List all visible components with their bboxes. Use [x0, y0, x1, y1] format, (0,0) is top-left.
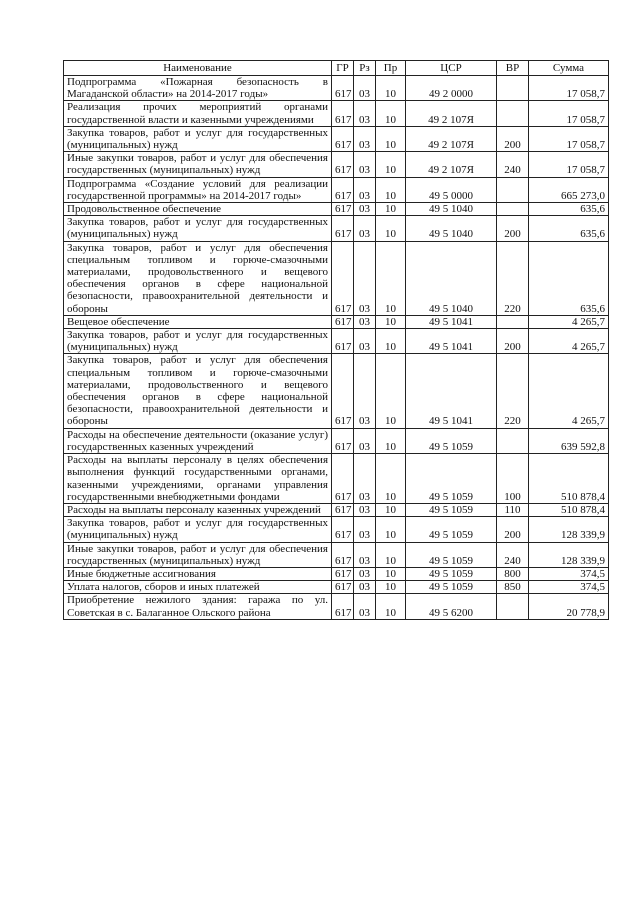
- cell-rz: 03: [354, 203, 376, 216]
- cell-name: Подпрограмма «Создание условий для реализации государственной программы» на 2014-2017 годы»: [64, 177, 332, 202]
- cell-gr: 617: [332, 152, 354, 177]
- cell-gr: 617: [332, 101, 354, 126]
- cell-sum: 20 778,9: [529, 594, 609, 619]
- cell-pr: 10: [376, 216, 406, 241]
- cell-sum: 374,5: [529, 567, 609, 580]
- column-header-rz: Рз: [354, 61, 376, 76]
- cell-sum: 374,5: [529, 581, 609, 594]
- cell-pr: 10: [376, 454, 406, 504]
- cell-name: Закупка товаров, работ и услуг для обеспечения специальным топливом и горюче-смазочными материалами, продовольственного и вещевого обеспечения органов в сфере национальной безопасности, правоохранительной деятельности и обороны: [64, 354, 332, 428]
- table-row: [64, 101, 609, 126]
- cell-csr: 49 5 1040: [406, 203, 497, 216]
- cell-pr: 10: [376, 329, 406, 354]
- cell-sum: 128 339,9: [529, 542, 609, 567]
- cell-pr: 10: [376, 354, 406, 428]
- table-row: [64, 542, 609, 567]
- cell-gr: 617: [332, 567, 354, 580]
- cell-gr: 617: [332, 503, 354, 516]
- table-row: [64, 567, 609, 580]
- cell-gr: 617: [332, 177, 354, 202]
- cell-name: Вещевое обеспечение: [64, 315, 332, 328]
- cell-rz: 03: [354, 315, 376, 328]
- cell-csr: 49 2 107Я: [406, 126, 497, 151]
- cell-rz: 03: [354, 354, 376, 428]
- cell-vr: [497, 76, 529, 101]
- cell-csr: 49 5 1040: [406, 216, 497, 241]
- column-header-pr: Пр: [376, 61, 406, 76]
- cell-pr: 10: [376, 542, 406, 567]
- cell-gr: 617: [332, 203, 354, 216]
- cell-name: Продовольственное обеспечение: [64, 203, 332, 216]
- cell-gr: 617: [332, 428, 354, 453]
- cell-rz: 03: [354, 567, 376, 580]
- column-header-csr: ЦСР: [406, 61, 497, 76]
- cell-gr: 617: [332, 126, 354, 151]
- table-row: [64, 503, 609, 516]
- cell-csr: 49 2 107Я: [406, 152, 497, 177]
- cell-gr: 617: [332, 315, 354, 328]
- cell-sum: 510 878,4: [529, 503, 609, 516]
- table-row: [64, 354, 609, 428]
- cell-pr: 10: [376, 581, 406, 594]
- table-row: [64, 428, 609, 453]
- cell-sum: 17 058,7: [529, 126, 609, 151]
- cell-rz: 03: [354, 581, 376, 594]
- cell-name: Закупка товаров, работ и услуг для государственных (муниципальных) нужд: [64, 517, 332, 542]
- table-row: [64, 581, 609, 594]
- cell-pr: 10: [376, 126, 406, 151]
- cell-rz: 03: [354, 517, 376, 542]
- table-row: [64, 216, 609, 241]
- cell-rz: 03: [354, 454, 376, 504]
- cell-gr: 617: [332, 594, 354, 619]
- table-row: [64, 203, 609, 216]
- table-row: [64, 177, 609, 202]
- cell-gr: 617: [332, 581, 354, 594]
- cell-vr: 200: [497, 329, 529, 354]
- cell-pr: 10: [376, 101, 406, 126]
- cell-rz: 03: [354, 177, 376, 202]
- cell-vr: 200: [497, 126, 529, 151]
- cell-gr: 617: [332, 354, 354, 428]
- cell-name: Расходы на выплаты персоналу в целях обеспечения выполнения функций государственными органами, казенными учреждениями, органами управления государственными внебюджетными фондами: [64, 454, 332, 504]
- cell-vr: 850: [497, 581, 529, 594]
- cell-vr: 100: [497, 454, 529, 504]
- cell-rz: 03: [354, 428, 376, 453]
- column-header-gr: ГР: [332, 61, 354, 76]
- table-row: [64, 454, 609, 504]
- cell-csr: 49 5 0000: [406, 177, 497, 202]
- budget-table: [63, 60, 609, 620]
- cell-gr: 617: [332, 329, 354, 354]
- cell-rz: 03: [354, 152, 376, 177]
- column-header-sum: Сумма: [529, 61, 609, 76]
- cell-name: Закупка товаров, работ и услуг для государственных (муниципальных) нужд: [64, 216, 332, 241]
- cell-sum: 510 878,4: [529, 454, 609, 504]
- cell-csr: 49 5 1059: [406, 503, 497, 516]
- cell-gr: 617: [332, 216, 354, 241]
- table-body: [64, 76, 609, 620]
- table-row: [64, 594, 609, 619]
- cell-name: Уплата налогов, сборов и иных платежей: [64, 581, 332, 594]
- cell-vr: [497, 177, 529, 202]
- table-row: [64, 152, 609, 177]
- cell-gr: 617: [332, 454, 354, 504]
- cell-name: Иные бюджетные ассигнования: [64, 567, 332, 580]
- cell-pr: 10: [376, 152, 406, 177]
- cell-csr: 49 5 1041: [406, 354, 497, 428]
- cell-pr: 10: [376, 428, 406, 453]
- cell-gr: 617: [332, 76, 354, 101]
- cell-sum: 4 265,7: [529, 315, 609, 328]
- cell-gr: 617: [332, 542, 354, 567]
- cell-pr: 10: [376, 315, 406, 328]
- cell-pr: 10: [376, 567, 406, 580]
- cell-sum: 639 592,8: [529, 428, 609, 453]
- cell-vr: 800: [497, 567, 529, 580]
- cell-vr: 240: [497, 542, 529, 567]
- cell-vr: [497, 315, 529, 328]
- cell-csr: 49 5 1059: [406, 517, 497, 542]
- column-header-name: Наименование: [64, 61, 332, 76]
- cell-csr: 49 5 1059: [406, 581, 497, 594]
- cell-pr: 10: [376, 203, 406, 216]
- cell-vr: 220: [497, 241, 529, 315]
- cell-vr: [497, 101, 529, 126]
- cell-name: Иные закупки товаров, работ и услуг для обеспечения государственных (муниципальных) нужд: [64, 542, 332, 567]
- cell-vr: 200: [497, 216, 529, 241]
- cell-rz: 03: [354, 503, 376, 516]
- cell-name: Иные закупки товаров, работ и услуг для обеспечения государственных (муниципальных) нужд: [64, 152, 332, 177]
- cell-csr: 49 5 1059: [406, 542, 497, 567]
- table-header-row: [64, 61, 609, 76]
- cell-csr: 49 5 6200: [406, 594, 497, 619]
- cell-rz: 03: [354, 126, 376, 151]
- cell-vr: 240: [497, 152, 529, 177]
- cell-csr: 49 2 107Я: [406, 101, 497, 126]
- cell-csr: 49 2 0000: [406, 76, 497, 101]
- cell-csr: 49 5 1059: [406, 428, 497, 453]
- cell-name: Закупка товаров, работ и услуг для обеспечения специальным топливом и горюче-смазочными материалами, продовольственного и вещевого обеспечения органов в сфере национальной безопасности, правоохранительной деятельности и обороны: [64, 241, 332, 315]
- cell-vr: [497, 203, 529, 216]
- table-row: [64, 315, 609, 328]
- cell-sum: 17 058,7: [529, 152, 609, 177]
- cell-rz: 03: [354, 594, 376, 619]
- cell-name: Закупка товаров, работ и услуг для государственных (муниципальных) нужд: [64, 329, 332, 354]
- cell-name: Расходы на обеспечение деятельности (оказание услуг) государственных казенных учреждений: [64, 428, 332, 453]
- column-header-vr: ВР: [497, 61, 529, 76]
- cell-rz: 03: [354, 216, 376, 241]
- cell-vr: [497, 594, 529, 619]
- cell-pr: 10: [376, 517, 406, 542]
- cell-pr: 10: [376, 594, 406, 619]
- cell-sum: 635,6: [529, 216, 609, 241]
- cell-sum: 128 339,9: [529, 517, 609, 542]
- cell-sum: 17 058,7: [529, 76, 609, 101]
- table-row: [64, 517, 609, 542]
- cell-csr: 49 5 1059: [406, 567, 497, 580]
- cell-name: Реализация прочих мероприятий органами государственной власти и казенными учреждениями: [64, 101, 332, 126]
- cell-pr: 10: [376, 503, 406, 516]
- table-row: [64, 241, 609, 315]
- cell-pr: 10: [376, 76, 406, 101]
- cell-gr: 617: [332, 241, 354, 315]
- table-row: [64, 329, 609, 354]
- cell-rz: 03: [354, 76, 376, 101]
- cell-sum: 17 058,7: [529, 101, 609, 126]
- cell-gr: 617: [332, 517, 354, 542]
- cell-csr: 49 5 1040: [406, 241, 497, 315]
- cell-sum: 4 265,7: [529, 354, 609, 428]
- cell-pr: 10: [376, 241, 406, 315]
- cell-name: Подпрограмма «Пожарная безопасность в Магаданской области» на 2014-2017 годы»: [64, 76, 332, 101]
- cell-sum: 635,6: [529, 203, 609, 216]
- cell-vr: 220: [497, 354, 529, 428]
- cell-name: Закупка товаров, работ и услуг для государственных (муниципальных) нужд: [64, 126, 332, 151]
- cell-rz: 03: [354, 241, 376, 315]
- cell-rz: 03: [354, 542, 376, 567]
- cell-name: Расходы на выплаты персоналу казенных учреждений: [64, 503, 332, 516]
- cell-sum: 635,6: [529, 241, 609, 315]
- cell-vr: [497, 428, 529, 453]
- cell-pr: 10: [376, 177, 406, 202]
- cell-rz: 03: [354, 101, 376, 126]
- cell-csr: 49 5 1041: [406, 315, 497, 328]
- cell-vr: 200: [497, 517, 529, 542]
- table-row: [64, 76, 609, 101]
- cell-rz: 03: [354, 329, 376, 354]
- cell-csr: 49 5 1041: [406, 329, 497, 354]
- cell-name: Приобретение нежилого здания: гаража по ул. Советская в с. Балаганное Ольского района: [64, 594, 332, 619]
- table-row: [64, 126, 609, 151]
- cell-sum: 4 265,7: [529, 329, 609, 354]
- cell-vr: 110: [497, 503, 529, 516]
- cell-sum: 665 273,0: [529, 177, 609, 202]
- cell-csr: 49 5 1059: [406, 454, 497, 504]
